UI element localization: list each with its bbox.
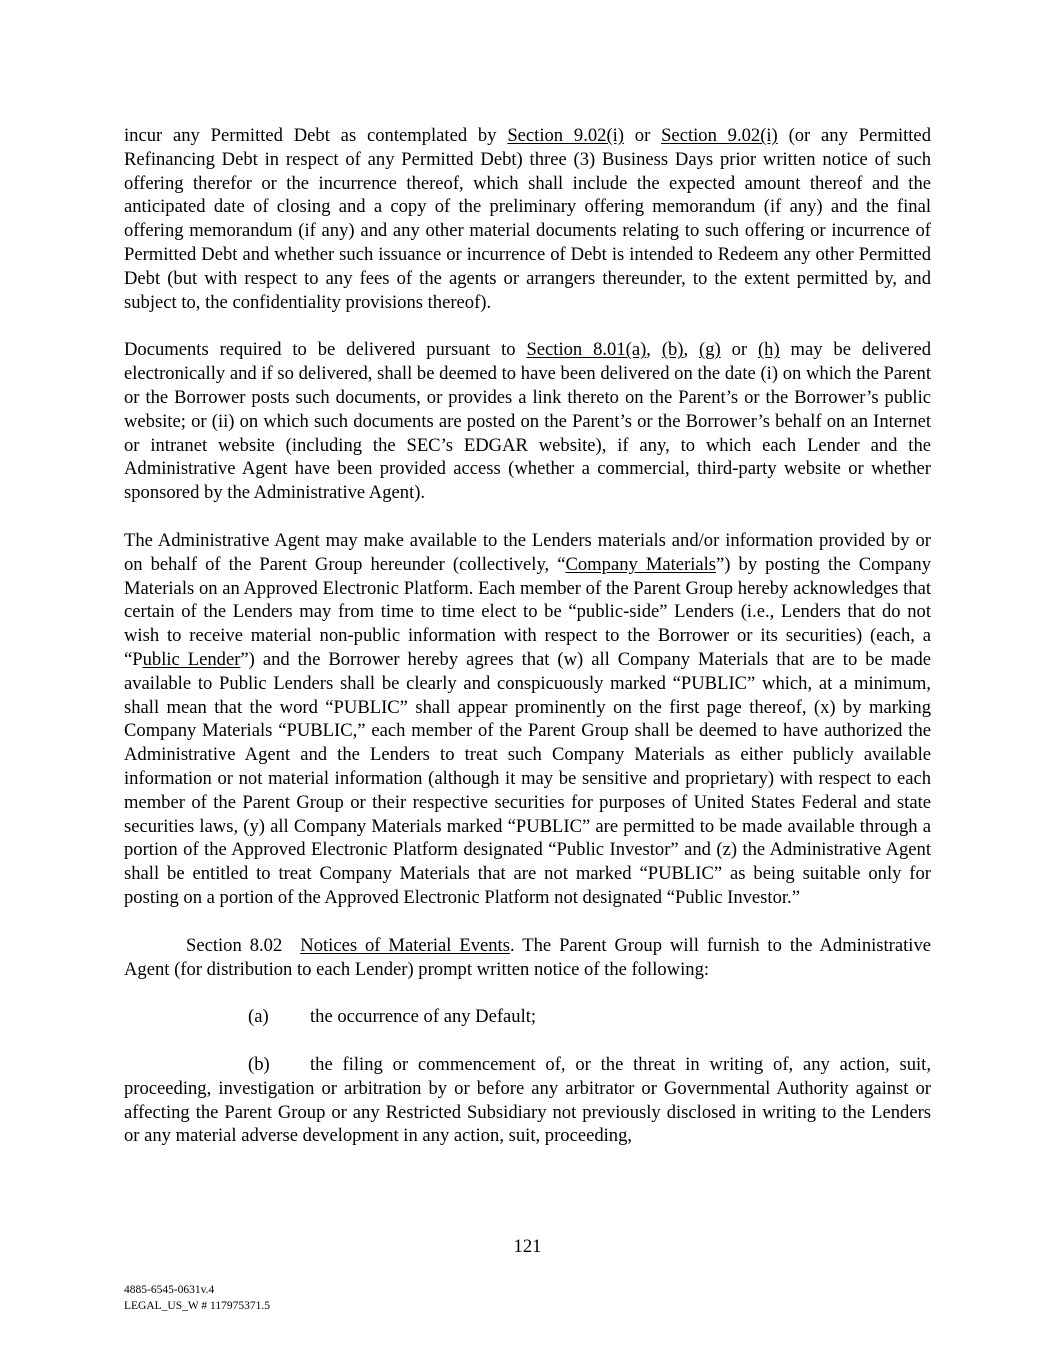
section-reference: (b) bbox=[661, 339, 684, 361]
paragraph-permitted-debt-notice bbox=[124, 124, 931, 314]
list-item-a bbox=[124, 1005, 931, 1029]
text-segment: or bbox=[720, 339, 758, 361]
section-reference: (h) bbox=[757, 339, 780, 361]
text-segment: or bbox=[624, 125, 662, 146]
list-item-b bbox=[124, 1053, 931, 1148]
section-reference: Section 8.01(a) bbox=[526, 339, 647, 361]
text-segment: , bbox=[683, 339, 700, 361]
text-segment: , bbox=[646, 339, 662, 361]
section-reference: Section 9.02(i) bbox=[661, 125, 778, 146]
page-number: 121 bbox=[513, 1236, 542, 1257]
text-segment: incur any Permitted Debt as contemplated by bbox=[124, 125, 508, 146]
paragraph-electronic-delivery bbox=[124, 338, 931, 505]
defined-term: ublic Lender bbox=[142, 648, 241, 670]
text-segment: Documents required to be delivered pursuant to bbox=[124, 339, 527, 361]
footer-legal-id: LEGAL_US_W # 117975371.5 bbox=[124, 1299, 270, 1312]
item-text: the filing or commencement of, or the threat in writing of, any action, suit, proceeding, investigation or arbitration by or before any arbitrator or Governmental Authority against or affecting the Parent Group or any Restricted Subsidiary not previously disclosed in writing to the Lenders or any material adverse development in any action, suit, proceeding, bbox=[124, 1054, 931, 1147]
text-segment: ”) by posting the Company Materials on an Approved Electronic Platform. Each member of the Parent Group hereby acknowledges that certain of the Lenders may from time to time elect to be “public-side” Lenders (i.e., Lenders that do not wish to receive material non-public information with respect to the Borrower or its securities) (each, a “P bbox=[124, 553, 931, 670]
document-footer bbox=[124, 1283, 270, 1314]
section-8-02-paragraph bbox=[124, 934, 931, 982]
text-segment: may be delivered electronically and if so delivered, shall be deemed to have been delivered on the date (i) on which the Parent or the Borrower posts such documents, or provides a link thereto on the Parent’s or the Borrower’s public website; or (ii) on which such documents are posted on the Parent’s or the Borrower’s behalf on an Internet or intranet website (including the SEC’s EDGAR website), if any, to which each Lender and the Administrative Agent have been provided access (whether a commercial, third-party website or whether sponsored by the Administrative Agent). bbox=[124, 339, 932, 504]
defined-term: Company Materials bbox=[565, 553, 717, 575]
item-label: (b) bbox=[248, 1054, 270, 1076]
text-segment: (or any Permitted Refinancing Debt in respect of any Permitted Debt) three (3) Business Days prior written notice of such offering therefor or the incurrence thereof, which shall include the expected amount thereof and the anticipated date of closing and a copy of the preliminary offering memorandum (if any) and the final offering memorandum (if any) and any other material documents relating to such offering or incurrence of Permitted Debt and whether such issuance or incurrence of Debt is intended to Redeem any other Permitted Debt (but with respect to any fees of the agents or arrangers thereunder, to the extent permitted by, and subject to, the confidentiality provisions thereof). bbox=[124, 125, 931, 313]
section-heading: Notices of Material Events bbox=[300, 934, 510, 956]
section-number: Section 8.02 bbox=[186, 934, 283, 956]
item-text: the occurrence of any Default; bbox=[310, 1006, 537, 1028]
text-segment: . The Parent Group will furnish to the Administrative Agent (for distribution to each Lender) prompt written notice of the following: bbox=[124, 934, 932, 980]
section-reference: (g) bbox=[699, 339, 721, 361]
text-segment: The Administrative Agent may make available to the Lenders materials and/or information provided by or on behalf of the Parent Group hereunder (collectively, “ bbox=[124, 529, 931, 575]
paragraph-company-materials bbox=[124, 529, 931, 910]
item-label: (a) bbox=[248, 1006, 269, 1028]
text-segment: ”) and the Borrower hereby agrees that (w) all Company Materials that are to be made available to Public Lenders shall be clearly and conspicuously marked “PUBLIC” which, at a minimum, shall mean that the word “PUBLIC” shall appear prominently on the first page thereof, (x) by marking Company Materials “PUBLIC,” each member of the Parent Group shall be deemed to have authorized the Administrative Agent and the Lenders to treat such Company Materials as either publicly available information or not material information (although it may be sensitive and proprietary) with respect to each member of the Parent Group or their respective securities for purposes of United States Federal and state securities laws, (y) all Company Materials marked “PUBLIC” are permitted to be made available through a portion of the Approved Electronic Platform designated “Public Investor” and (z) the Administrative Agent shall be entitled to treat Company Materials that are not marked “PUBLIC” as being suitable only for posting on a portion of the Approved Electronic Platform not designated “Public Investor.” bbox=[124, 648, 931, 908]
footer-doc-id: 4885-6545-0631v.4 bbox=[124, 1284, 215, 1296]
document-body bbox=[124, 124, 931, 1148]
section-reference: Section 9.02(i) bbox=[507, 125, 624, 146]
